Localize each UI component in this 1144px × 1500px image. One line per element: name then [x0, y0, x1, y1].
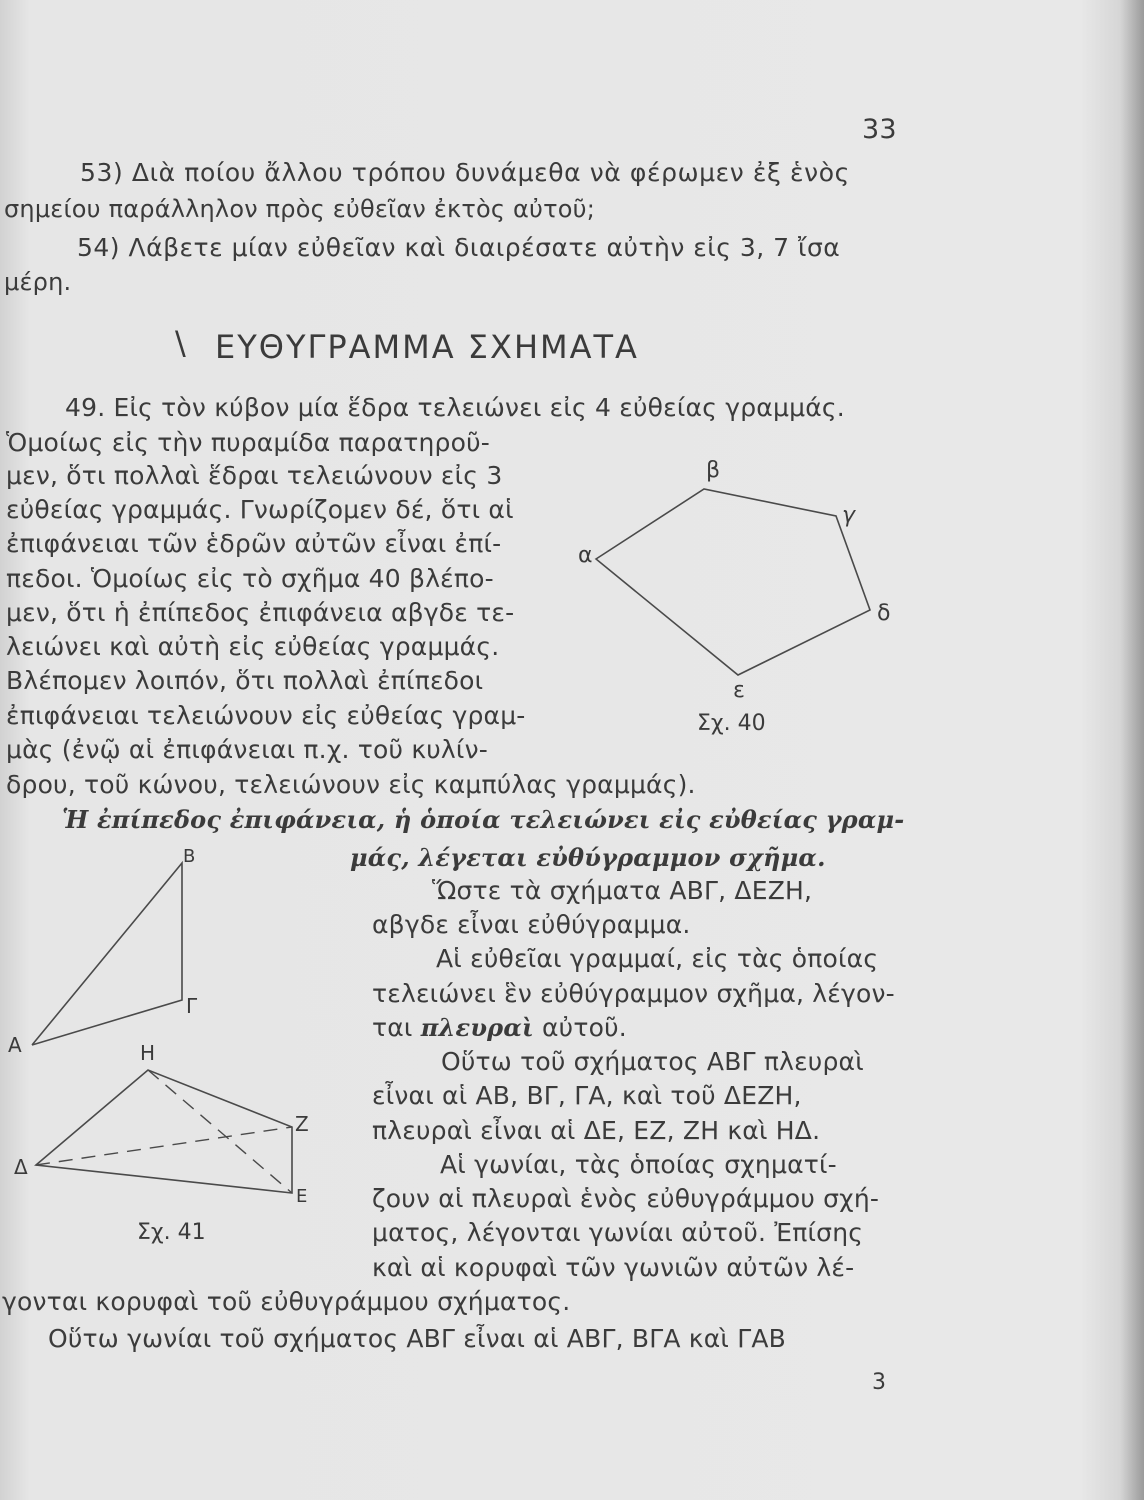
para-49-line-11: μὰς (ἐνῷ αἱ ἐπιφάνειαι π.χ. τοῦ κυλίν-	[6, 735, 488, 764]
para-49-line-12: δρου, τοῦ κώνου, τελειώνουν εἰς καμπύλας γραμμάς).	[6, 770, 696, 799]
fig40-label-a: α	[578, 543, 593, 568]
right-col-line-9: Αἱ γωνίαι, τὰς ὁποίας σχηματί-	[440, 1150, 837, 1179]
fig40-label-d: δ	[877, 601, 891, 626]
para-49-line-3: μεν, ὅτι πολλαὶ ἕδραι τελειώνουν εἰς 3	[6, 461, 503, 490]
right-col-line-6: Οὕτω τοῦ σχήματος ΑΒΓ πλευραὶ	[441, 1047, 864, 1076]
fig41-label-E: Ε	[296, 1186, 308, 1207]
fig41-label-H: Η	[140, 1041, 156, 1065]
definition-line-1: Ἡ ἐπίπεδος ἐπιφάνεια, ἡ ὁποία τελειώνει εἰς εὐθείας γραμ-	[62, 805, 905, 834]
para-49-line-10: ἐπιφάνειαι τελειώνουν εἰς εὐθείας γραμ-	[6, 701, 526, 730]
fig41-label-A: Α	[8, 1033, 22, 1057]
quadrilateral-shape	[36, 1070, 292, 1193]
triangle-shape	[32, 863, 182, 1045]
fig41-label-B: Β	[183, 846, 196, 867]
right-col-line-8: πλευραὶ εἶναι αἱ ΔΕ, ΕΖ, ΖΗ καὶ ΗΔ.	[372, 1116, 821, 1145]
right-col-line-7: εἶναι αἱ ΑΒ, ΒΓ, ΓΑ, καὶ τοῦ ΔΕΖΗ,	[372, 1081, 802, 1110]
right-col-line-1: Ὥστε τὰ σχήματα ΑΒΓ, ΔΕΖΗ,	[432, 876, 813, 905]
right-col-line-4: τελειώνει ἓν εὐθύγραμμον σχῆμα, λέγον-	[372, 979, 895, 1008]
right-col-word-tai: ται	[372, 1013, 413, 1042]
para-49-line-7: μεν, ὅτι ἡ ἐπίπεδος ἐπιφάνεια αβγδε τε-	[6, 598, 515, 627]
para-49-line-6: πεδοι. Ὁμοίως εἰς τὸ σχῆμα 40 βλέπο-	[6, 564, 494, 593]
fig41-label-Z: Ζ	[295, 1112, 309, 1136]
definition-line-2: μάς, λέγεται εὐθύγραμμον σχῆμα.	[350, 843, 826, 872]
fig41-caption: Σχ. 41	[137, 1220, 206, 1245]
para-49-line-5: ἐπιφάνειαι τῶν ἑδρῶν αὐτῶν εἶναι ἐπί-	[6, 529, 502, 558]
signature-mark: 3	[872, 1370, 887, 1395]
question-54-line-1: 54) Λάβετε μίαν εὐθεῖαν καὶ διαιρέσατε αὐτὴν εἰς 3, 7 ἴσα	[77, 233, 841, 262]
para-49-line-4: εὐθείας γραμμάς. Γνωρίζομεν δέ, ὅτι αἱ	[6, 495, 514, 524]
question-53-line-2: σημείου παράλληλον πρὸς εὐθεῖαν ἐκτὸς αὐτοῦ;	[4, 195, 595, 223]
page-number: 33	[862, 114, 897, 145]
question-54-line-2: μέρη.	[4, 268, 72, 296]
question-53-line-1: 53) Διὰ ποίου ἄλλου τρόπου δυνάμεθα νὰ φέρωμεν ἐξ ἑνὸς	[80, 158, 850, 187]
hidden-edge-he	[148, 1070, 292, 1193]
para-49-line-2: Ὁμοίως εἰς τὴν πυραμίδα παρατηροῦ-	[6, 428, 490, 457]
fig41-label-G: Γ	[186, 994, 198, 1018]
right-col-line-10: ζουν αἱ πλευραὶ ἑνὸς εὐθυγράμμου σχή-	[372, 1184, 880, 1213]
fig41-label-D: Δ	[14, 1155, 28, 1179]
para-49-line-1: 49. Εἰς τὸν κύβον μία ἕδρα τελειώνει εἰς 4 εὐθείας γραμμάς.	[65, 393, 845, 422]
right-col-line-11: ματος, λέγονται γωνίαι αὐτοῦ. Ἐπίσης	[372, 1218, 864, 1247]
para-49-line-9: Βλέπομεν λοιπόν, ὅτι πολλαὶ ἐπίπεδοι	[6, 666, 484, 695]
right-col-line-3: Αἱ εὐθεῖαι γραμμαί, εἰς τὰς ὁποίας	[436, 944, 879, 973]
right-col-word-autou: αὐτοῦ.	[542, 1013, 627, 1042]
fig40-label-g: γ	[842, 503, 856, 528]
right-col-line-12: καὶ αἱ κορυφαὶ τῶν γωνιῶν αὐτῶν λέ-	[372, 1253, 855, 1282]
para-49-line-8: λειώνει καὶ αὐτὴ εἰς εὐθείας γραμμάς.	[6, 632, 500, 661]
right-col-line-2: αβγδε εἶναι εὐθύγραμμα.	[372, 910, 691, 939]
closing-line-2: Οὕτω γωνίαι τοῦ σχήματος ΑΒΓ εἶναι αἱ ΑΒΓ, ΒΓΑ καὶ ΓΑΒ	[48, 1324, 786, 1353]
heading-mark: \	[175, 324, 186, 362]
term-pleurai: πλευραὶ	[420, 1013, 534, 1042]
fig40-label-e: ε	[733, 678, 745, 703]
section-title: ΕΥΘΥΓΡΑΜΜΑ ΣΧΗΜΑΤΑ	[215, 328, 639, 366]
closing-line-1: γονται κορυφαὶ τοῦ εὐθυγράμμου σχήματος.	[2, 1287, 571, 1316]
fig40-caption: Σχ. 40	[697, 711, 766, 736]
fig40-label-b: β	[706, 458, 721, 483]
